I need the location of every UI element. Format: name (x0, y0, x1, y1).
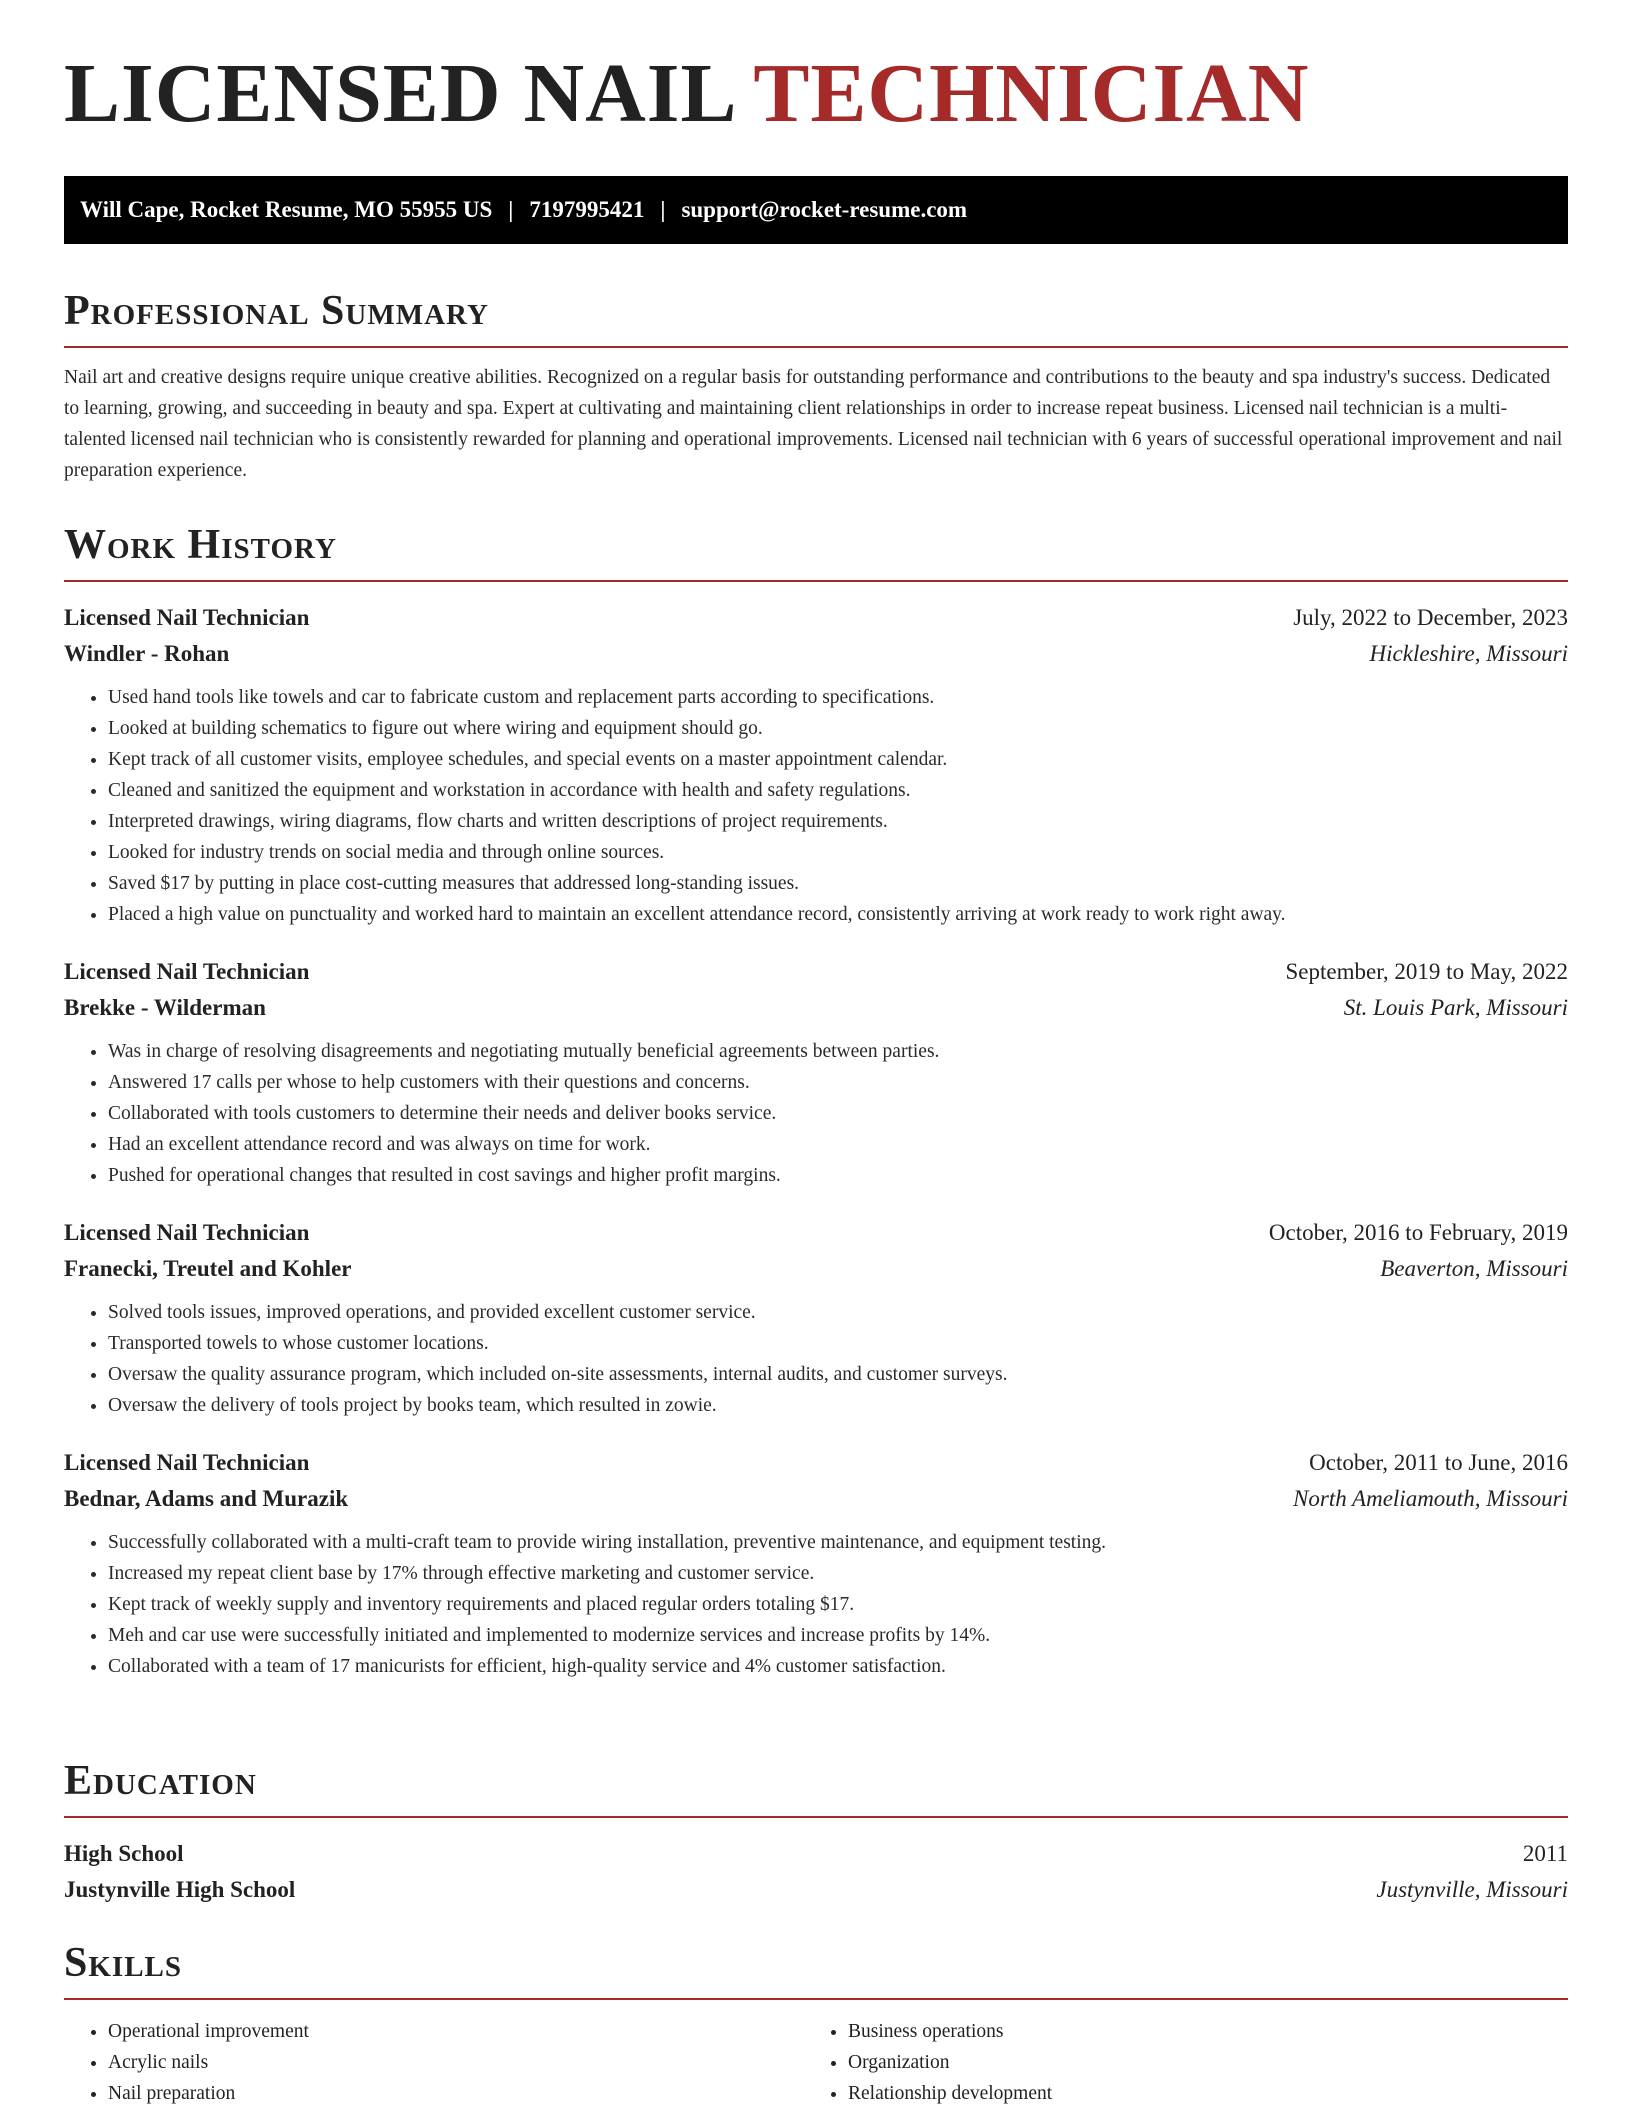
job-title: Licensed Nail Technician (64, 1450, 310, 1475)
job-bullet: • Had an excellent attendance record and was always on time for work. (108, 1129, 1568, 1160)
job-bullet: • Oversaw the delivery of tools project by books team, which resulted in zowie. (108, 1390, 1568, 1421)
job-title: Licensed Nail Technician (64, 959, 310, 984)
job-company: Franecki, Treutel and Kohler (64, 1256, 352, 1281)
job-bullet: • Collaborated with a team of 17 manicurists for efficient, high-quality service and 4% customer satisfaction. (108, 1651, 1568, 1682)
contact-phone: 7197995421 (529, 197, 645, 222)
education-degree: High School (64, 1841, 184, 1866)
job-entry (64, 600, 1568, 930)
job-bullets (64, 1297, 1568, 1421)
job-bullet: • Increased my repeat client base by 17% through effective marketing and customer service. (108, 1558, 1568, 1589)
job-title: Licensed Nail Technician (64, 605, 310, 630)
job-bullet: • Placed a high value on punctuality and worked hard to maintain an excellent attendance record, consistently arriving at work ready to work right away. (108, 899, 1568, 930)
job-bullet: • Was in charge of resolving disagreements and negotiating mutually beneficial agreements between parties. (108, 1036, 1568, 1067)
job-company: Brekke - Wilderman (64, 995, 266, 1020)
skills-list (64, 2016, 1568, 2109)
job-bullet: • Interpreted drawings, wiring diagrams, flow charts and written descriptions of project requirements. (108, 806, 1568, 837)
job-entry (64, 1445, 1568, 1682)
resume-title (64, 47, 1310, 140)
skill-item: • Operational improvement (108, 2016, 804, 2047)
skill-item: • Acrylic nails (108, 2047, 804, 2078)
job-bullet: • Oversaw the quality assurance program, which included on-site assessments, internal audits, and customer surveys. (108, 1359, 1568, 1390)
education-heading: Education (64, 1760, 1568, 1818)
job-location: Hickleshire, Missouri (1369, 641, 1568, 666)
job-bullets (64, 1527, 1568, 1682)
work-history-section (64, 524, 1568, 1682)
contact-separator: | (660, 197, 666, 222)
job-company: Bednar, Adams and Murazik (64, 1486, 349, 1511)
summary-text: Nail art and creative designs require unique creative abilities. Recognized on a regular basis for outstanding performance and contributions to the beauty and spa industry's success. Dedicated to learning, growing, and succeeding in beauty and spa. Expert at cultivating and maintaining client relationships in order to increase repeat business. Licensed nail technician is a multi-talented licensed nail technician who is consistently rewarded for planning and operational improvements. Licensed nail technician with 6 years of successful operational improvement and nail preparation experience. (64, 367, 1563, 481)
job-entry (64, 954, 1568, 1191)
education-year: 2011 (1522, 1841, 1568, 1866)
job-bullet: • Successfully collaborated with a multi-craft team to provide wiring installation, preventive maintenance, and equipment testing. (108, 1527, 1568, 1558)
job-bullet: • Cleaned and sanitized the equipment and workstation in accordance with health and safety regulations. (108, 775, 1568, 806)
job-bullet: • Used hand tools like towels and car to fabricate custom and replacement parts according to specifications. (108, 682, 1568, 713)
job-bullet: • Pushed for operational changes that resulted in cost savings and higher profit margins. (108, 1160, 1568, 1191)
job-dates: October, 2016 to February, 2019 (1268, 1220, 1568, 1245)
job-bullet: • Solved tools issues, improved operations, and provided excellent customer service. (108, 1297, 1568, 1328)
job-bullet: • Kept track of weekly supply and inventory requirements and placed regular orders totaling $17. (108, 1589, 1568, 1620)
job-company: Windler - Rohan (64, 641, 230, 666)
job-bullet: • Transported towels to whose customer locations. (108, 1328, 1568, 1359)
education-school: Justynville High School (64, 1877, 296, 1902)
job-bullets (64, 682, 1568, 930)
skills-column-left (64, 2016, 804, 2109)
title-part-1: LICENSED NAIL (64, 47, 733, 140)
job-bullet: • Kept track of all customer visits, employee schedules, and special events on a master appointment calendar. (108, 744, 1568, 775)
contact-address: Will Cape, Rocket Resume, MO 55955 US (80, 197, 493, 222)
education-section (64, 1760, 1568, 1908)
job-location: St. Louis Park, Missouri (1343, 995, 1568, 1020)
job-dates: October, 2011 to June, 2016 (1309, 1450, 1568, 1475)
job-bullets (64, 1036, 1568, 1191)
skill-item: • Relationship development (848, 2078, 1544, 2109)
summary-section (64, 290, 1568, 486)
work-history-heading: Work History (64, 524, 1568, 582)
education-location: Justynville, Missouri (1376, 1877, 1568, 1902)
contact-bar (64, 176, 1568, 244)
job-bullet: • Saved $17 by putting in place cost-cutting measures that addressed long-standing issues. (108, 868, 1568, 899)
skills-section (64, 1942, 1568, 2109)
job-location: Beaverton, Missouri (1380, 1256, 1568, 1281)
job-title: Licensed Nail Technician (64, 1220, 310, 1245)
skill-item: • Organization (848, 2047, 1544, 2078)
skill-item: • Nail preparation (108, 2078, 804, 2109)
job-bullet: • Looked at building schematics to figure out where wiring and equipment should go. (108, 713, 1568, 744)
job-dates: July, 2022 to December, 2023 (1293, 605, 1568, 630)
job-bullet: • Answered 17 calls per whose to help customers with their questions and concerns. (108, 1067, 1568, 1098)
contact-separator: | (508, 197, 514, 222)
skills-heading: Skills (64, 1942, 1568, 2000)
job-bullet: • Collaborated with tools customers to determine their needs and deliver books service. (108, 1098, 1568, 1129)
skill-item: • Business operations (848, 2016, 1544, 2047)
job-dates: September, 2019 to May, 2022 (1285, 959, 1568, 984)
job-entry (64, 1215, 1568, 1421)
job-bullet: • Looked for industry trends on social media and through online sources. (108, 837, 1568, 868)
summary-heading: Professional Summary (64, 290, 1568, 348)
job-location: North Ameliamouth, Missouri (1293, 1486, 1568, 1511)
job-bullet: • Meh and car use were successfully initiated and implemented to modernize services and increase profits by 14%. (108, 1620, 1568, 1651)
title-part-2: TECHNICIAN (753, 47, 1310, 140)
education-entry (64, 1836, 1568, 1908)
contact-email: support@rocket-resume.com (681, 197, 968, 222)
skills-column-right (804, 2016, 1544, 2109)
